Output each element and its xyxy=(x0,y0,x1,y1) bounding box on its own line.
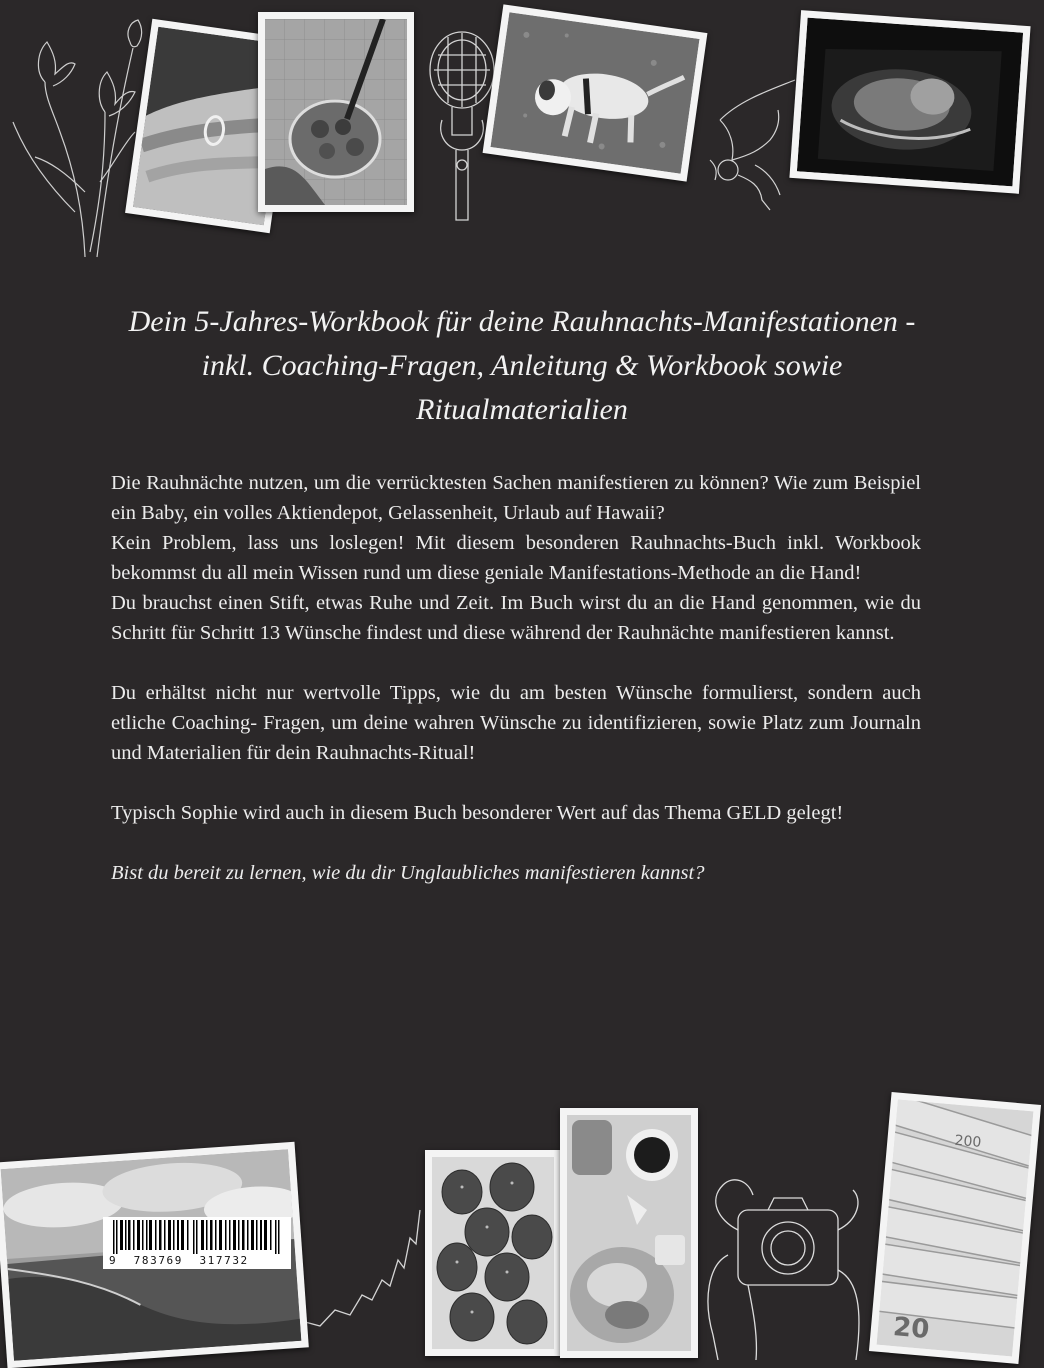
isbn-barcode xyxy=(103,1217,291,1269)
isbn-number: 9 783769 317732 xyxy=(109,1254,249,1267)
paragraph-money: Typisch Sophie wird auch in diesem Buch besonderer Wert auf das Thema GELD gelegt! xyxy=(111,802,844,824)
strawberries-photo xyxy=(425,1150,561,1356)
barcode-bars-icon xyxy=(109,1220,285,1254)
svg-text:200: 200 xyxy=(953,1132,982,1151)
cover-title: Dein 5-Jahres-Workbook für deine Rauhnachts-Manifestationen - inkl. Coaching-Fragen, Anleitung & Workbook sowie Ritualmaterialien xyxy=(128,305,916,426)
svg-text:20: 20 xyxy=(891,1312,931,1346)
money-photo xyxy=(869,1092,1041,1364)
closing-question: Bist du bereit zu lernen, wie du dir Unglaubliches manifestieren kannst? xyxy=(111,862,705,884)
ultrasound-photo xyxy=(789,10,1030,194)
tulip-sketch-icon xyxy=(5,12,155,262)
paragraph-tips: Du erhältst nicht nur wertvolle Tipps, wie du am besten Wünsche formulierst, sondern auch etliche Coaching- Fragen, um deine wahren Wünsche zu identifizieren, sowie Platz zum Journaln und Materialien für dein Rauhnachts-Ritual! xyxy=(111,682,921,764)
breakfast-photo xyxy=(560,1108,698,1358)
paragraph-method: Du brauchst einen Stift, etwas Ruhe und Zeit. Im Buch wirst du an die Hand genommen, wie du Schritt für Schritt 13 Wünsche findest und diese während der Rauhnächte manifestieren kannst. xyxy=(111,592,921,644)
paragraph-book: Kein Problem, lass uns loslegen! Mit diesem besonderen Rauhnachts-Buch inkl. Workbook bekommst du all mein Wissen rund um diese geniale Manifestations-Methode an die Hand! xyxy=(111,532,921,584)
camera-hands-sketch-icon xyxy=(698,1160,868,1360)
iced-coffee-photo xyxy=(258,12,414,212)
dog-photo xyxy=(483,4,708,181)
description xyxy=(111,468,921,888)
paragraph-intro: Die Rauhnächte nutzen, um die verrücktesten Sachen manifestieren zu können? Wie zum Beispiel ein Baby, ein volles Aktiendepot, Gelassenheit, Urlaub auf Hawaii? xyxy=(111,472,921,524)
